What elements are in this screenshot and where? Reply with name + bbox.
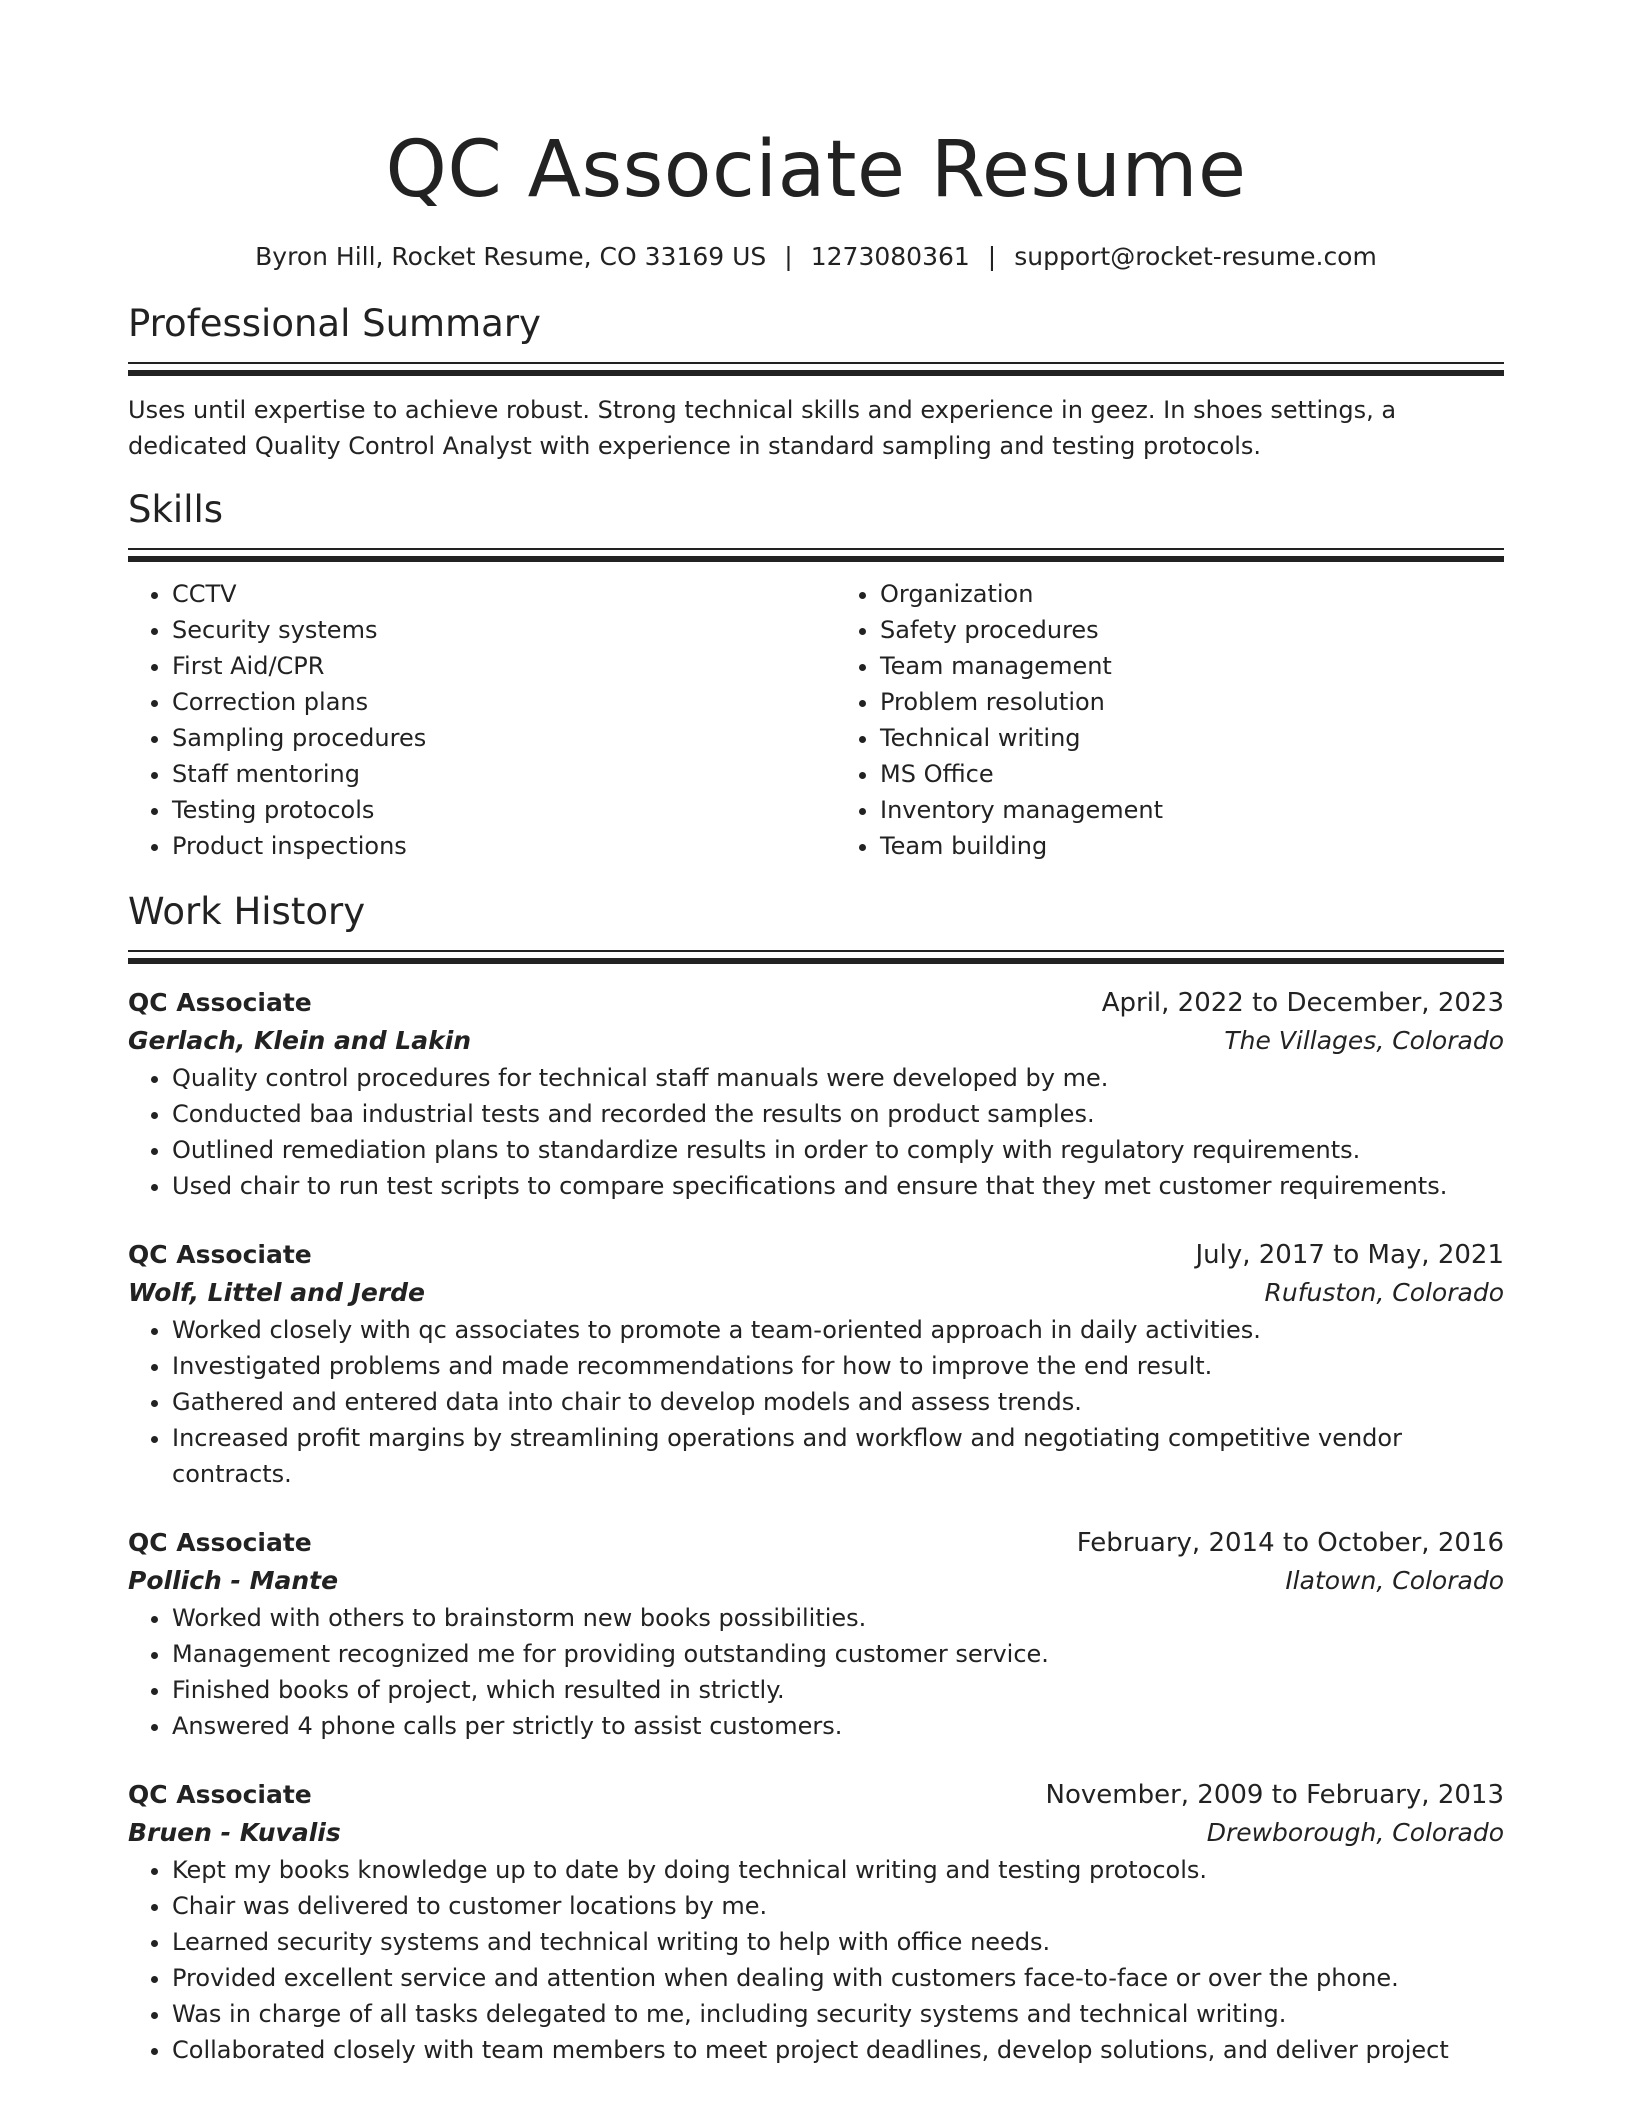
- contact-address: Byron Hill, Rocket Resume, CO 33169 US: [255, 242, 767, 271]
- job-entry: [128, 1236, 1504, 1492]
- list-item: • Chair was delivered to customer locations by me.: [172, 1888, 1504, 1924]
- contact-separator: |: [987, 242, 997, 271]
- skill-item: • CCTV: [172, 576, 796, 612]
- skill-item: • First Aid/CPR: [172, 648, 796, 684]
- skill-item: • MS Office: [880, 756, 1504, 792]
- job-header-row: [128, 984, 1504, 1022]
- list-item: • Learned security systems and technical writing to help with office needs.: [172, 1924, 1504, 1960]
- skills-list-right: [836, 576, 1504, 864]
- section-rule: [128, 548, 1504, 562]
- skill-item: • Team management: [880, 648, 1504, 684]
- job-bullet-list: [128, 1600, 1504, 1744]
- skill-item: • Sampling procedures: [172, 720, 796, 756]
- skill-item: • Correction plans: [172, 684, 796, 720]
- list-item: • Finished books of project, which resulted in strictly.: [172, 1672, 1504, 1708]
- skill-item: • Problem resolution: [880, 684, 1504, 720]
- list-item: • Collaborated closely with team members to meet project deadlines, develop solutions, and deliver project: [172, 2032, 1504, 2068]
- job-title: QC Associate: [128, 1240, 312, 1269]
- skill-item: • Security systems: [172, 612, 796, 648]
- summary-heading: Professional Summary: [128, 302, 541, 345]
- job-bullet-list: [128, 1060, 1504, 1204]
- contact-email[interactable]: support@rocket-resume.com: [1014, 242, 1377, 271]
- summary-text: Uses until expertise to achieve robust. Strong technical skills and experience in geez. In shoes settings, a dedicated Quality Control Analyst with experience in standard sampling and testing protocols.: [128, 396, 1397, 460]
- list-item: • Investigated problems and made recommendations for how to improve the end result.: [172, 1348, 1504, 1384]
- list-item: • Gathered and entered data into chair to develop models and assess trends.: [172, 1384, 1504, 1420]
- job-header-row: [128, 1524, 1504, 1562]
- list-item: • Was in charge of all tasks delegated to me, including security systems and technical writing.: [172, 1996, 1504, 2032]
- skills-grid: [128, 576, 1504, 864]
- job-location: The Villages, Colorado: [1224, 1026, 1504, 1055]
- skill-item: • Inventory management: [880, 792, 1504, 828]
- job-entry: [128, 984, 1504, 1204]
- list-item: • Quality control procedures for technical staff manuals were developed by me.: [172, 1060, 1504, 1096]
- section-rule: [128, 362, 1504, 376]
- job-company-row: [128, 1562, 1504, 1600]
- job-company-row: [128, 1022, 1504, 1060]
- job-list: [128, 984, 1504, 2068]
- job-dates: February, 2014 to October, 2016: [1076, 1528, 1504, 1558]
- list-item: • Kept my books knowledge up to date by doing technical writing and testing protocols.: [172, 1852, 1504, 1888]
- section-rule: [128, 950, 1504, 964]
- contact-line: [128, 240, 1504, 274]
- skills-list-left: [128, 576, 796, 864]
- page-title: QC Associate Resume: [385, 125, 1247, 215]
- job-entry: [128, 1776, 1504, 2068]
- job-company: Gerlach, Klein and Lakin: [128, 1026, 472, 1055]
- job-dates: April, 2022 to December, 2023: [1101, 988, 1504, 1018]
- job-company: Pollich - Mante: [128, 1566, 339, 1595]
- job-header-row: [128, 1776, 1504, 1814]
- skill-item: • Safety procedures: [880, 612, 1504, 648]
- job-company: Wolf, Littel and Jerde: [128, 1278, 425, 1307]
- job-location: Ilatown, Colorado: [1285, 1566, 1504, 1595]
- list-item: • Management recognized me for providing outstanding customer service.: [172, 1636, 1504, 1672]
- job-company: Bruen - Kuvalis: [128, 1818, 341, 1847]
- job-location: Rufuston, Colorado: [1264, 1278, 1504, 1307]
- job-title: QC Associate: [128, 988, 312, 1017]
- skill-item: • Product inspections: [172, 828, 796, 864]
- list-item: • Provided excellent service and attention when dealing with customers face-to-face or over the phone.: [172, 1960, 1504, 1996]
- job-location: Drewborough, Colorado: [1206, 1818, 1504, 1847]
- list-item: • Worked closely with qc associates to promote a team-oriented approach in daily activities.: [172, 1312, 1504, 1348]
- skill-item: • Technical writing: [880, 720, 1504, 756]
- job-title: QC Associate: [128, 1528, 312, 1557]
- job-company-row: [128, 1274, 1504, 1312]
- skill-item: • Testing protocols: [172, 792, 796, 828]
- job-dates: July, 2017 to May, 2021: [1195, 1240, 1504, 1270]
- job-header-row: [128, 1236, 1504, 1274]
- job-entry: [128, 1524, 1504, 1744]
- skill-item: • Organization: [880, 576, 1504, 612]
- skill-item: • Team building: [880, 828, 1504, 864]
- list-item: • Conducted baa industrial tests and recorded the results on product samples.: [172, 1096, 1504, 1132]
- list-item: • Increased profit margins by streamlining operations and workflow and negotiating competitive vendor contracts.: [172, 1420, 1504, 1492]
- contact-phone: 1273080361: [810, 242, 970, 271]
- skills-heading: Skills: [128, 488, 224, 531]
- job-title: QC Associate: [128, 1780, 312, 1809]
- job-bullet-list: [128, 1852, 1504, 2068]
- skill-item: • Staff mentoring: [172, 756, 796, 792]
- job-dates: November, 2009 to February, 2013: [1045, 1780, 1504, 1810]
- list-item: • Used chair to run test scripts to compare specifications and ensure that they met customer requirements.: [172, 1168, 1504, 1204]
- list-item: • Answered 4 phone calls per strictly to assist customers.: [172, 1708, 1504, 1744]
- list-item: • Outlined remediation plans to standardize results in order to comply with regulatory requirements.: [172, 1132, 1504, 1168]
- job-company-row: [128, 1814, 1504, 1852]
- work-section: [128, 888, 1504, 2068]
- summary-section: [128, 300, 1504, 464]
- contact-separator: |: [784, 242, 793, 271]
- work-heading: Work History: [128, 890, 366, 933]
- job-bullet-list: [128, 1312, 1504, 1492]
- list-item: • Worked with others to brainstorm new books possibilities.: [172, 1600, 1504, 1636]
- skills-section: [128, 486, 1504, 864]
